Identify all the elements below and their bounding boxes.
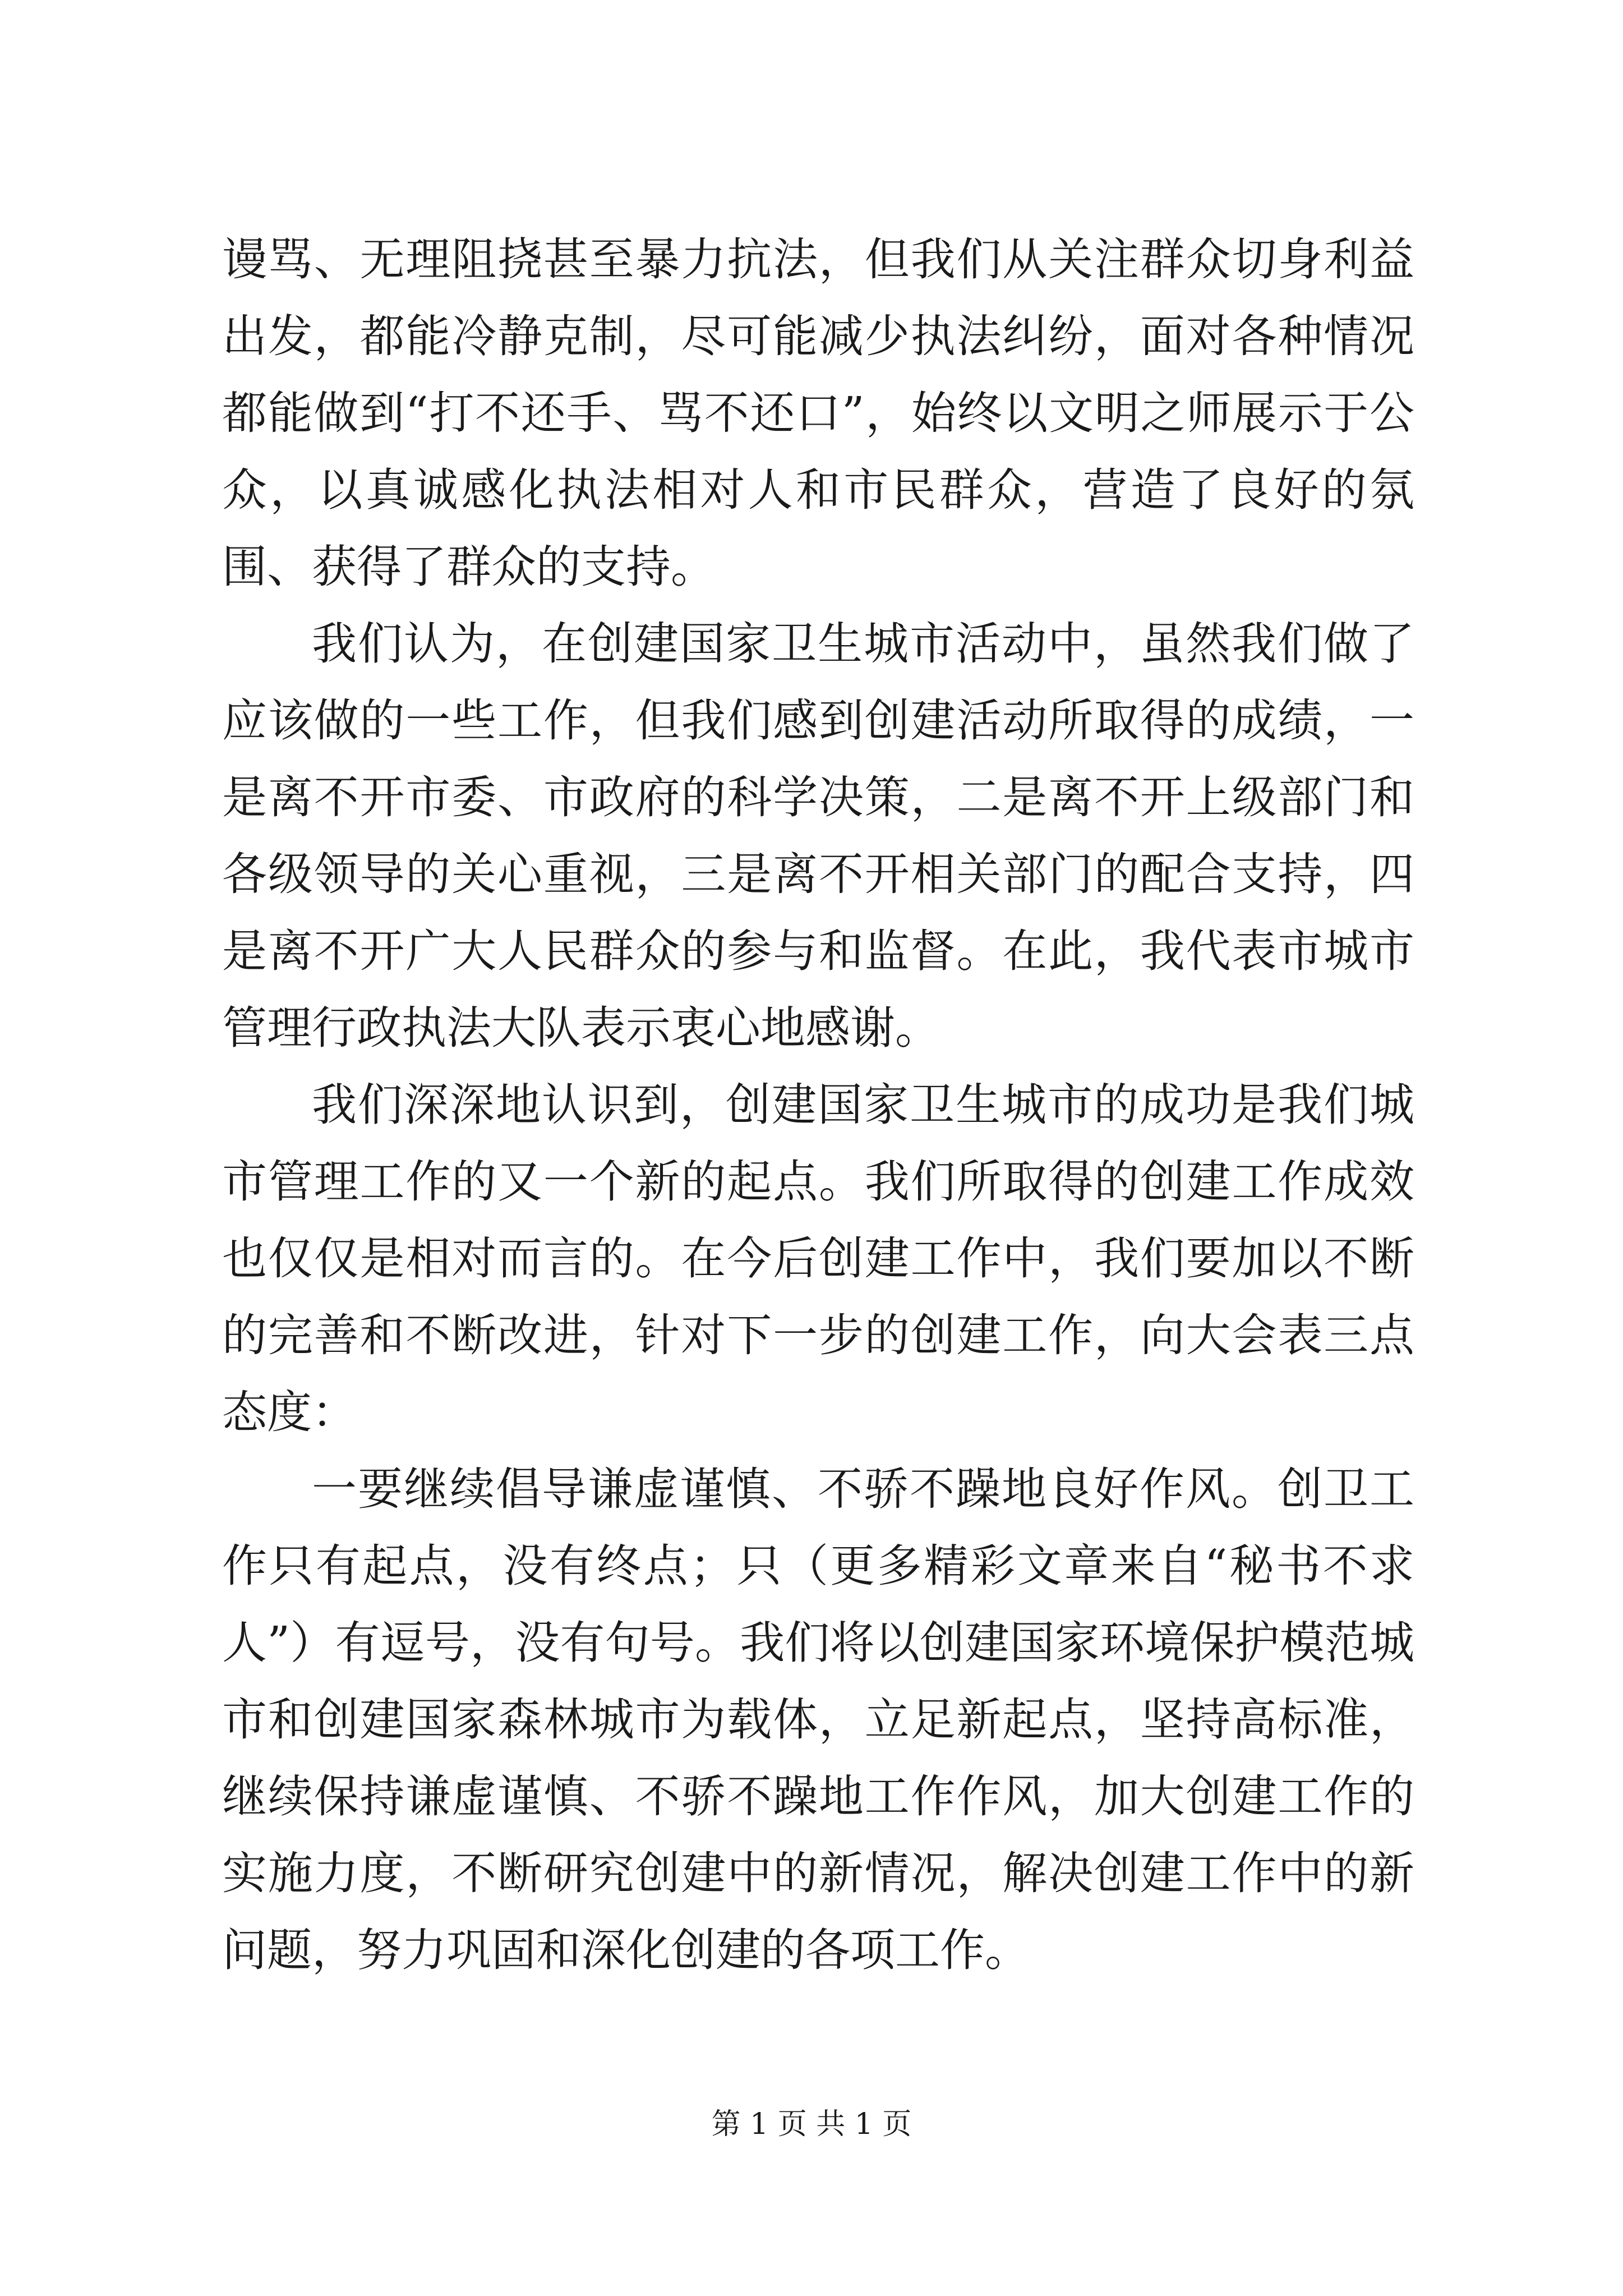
paragraph-2: 我们认为，在创建国家卫生城市活动中，虽然我们做了应该做的一些工作，但我们感到创建活动所取得的成绩，一是离不开市委、市政府的科学决策，二是离不开上级部门和各级领导的关心重视，三是离不开相关部门的配合支持，四是离不开广大人民群众的参与和监督。在此，我代表市城市管理行政执法大队表示衷心地感谢。 xyxy=(222,618,1414,1054)
paragraph-3: 我们深深地认识到，创建国家卫生城市的成功是我们城市管理工作的又一个新的起点。我们所取得的创建工作成效也仅仅是相对而言的。在今后创建工作中，我们要加以不断的完善和不断改进，针对下一步的创建工作，向大会表三点态度： xyxy=(222,1079,1414,1438)
paragraph-1: 谩骂、无理阻挠甚至暴力抗法，但我们从关注群众切身利益出发，都能冷静克制，尽可能减少执法纠纷，面对各种情况都能做到“打不还手、骂不还口”，始终以文明之师展示于公众，以真诚感化执法相对人和市民群众，营造了良好的氛围、获得了群众的支持。 xyxy=(222,233,1414,593)
page-footer: 第 1 页 共 1 页 xyxy=(711,2108,912,2141)
paragraph-4: 一要继续倡导谦虚谨慎、不骄不躁地良好作风。创卫工作只有起点，没有终点；只（更多精彩文章来自“秘书不求人”）有逗号，没有句号。我们将以创建国家环境保护模范城市和创建国家森林城市为载体，立足新起点，坚持高标准，继续保持谦虚谨慎、不骄不躁地工作作风，加大创建工作的实施力度，不断研究创建中的新情况，解决创建工作中的新问题，努力巩固和深化创建的各项工作。 xyxy=(222,1463,1414,1976)
document-body xyxy=(222,221,1414,1989)
